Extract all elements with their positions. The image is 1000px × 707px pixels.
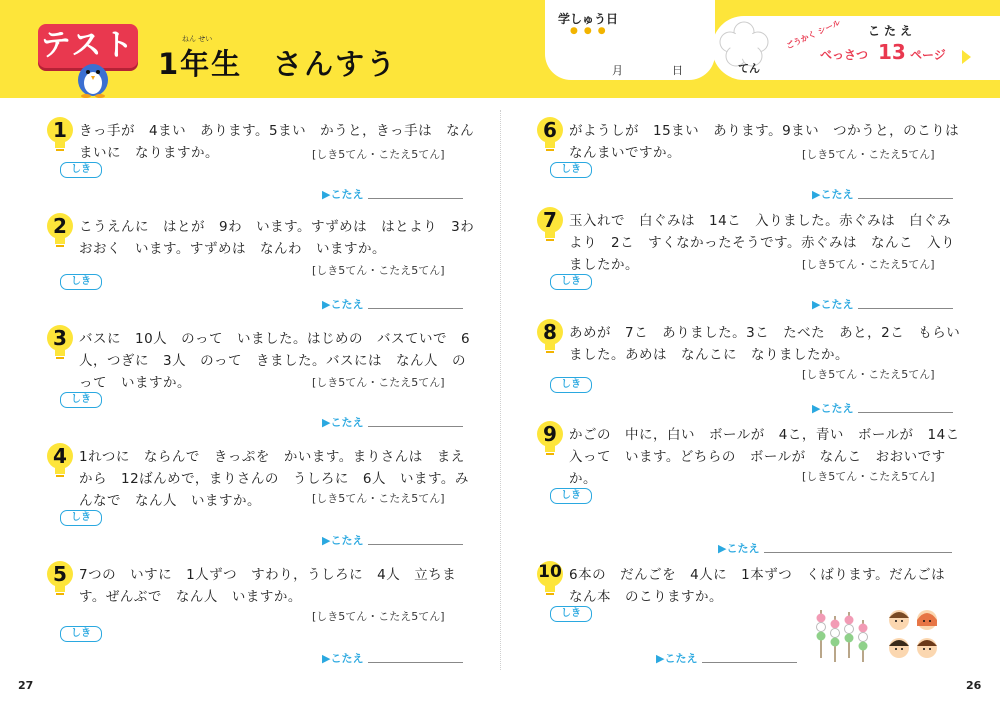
dango-illustration-icon bbox=[815, 608, 880, 663]
shiki-label: しき bbox=[550, 274, 592, 290]
answer-line[interactable] bbox=[368, 544, 463, 545]
question-number: 7 bbox=[543, 208, 557, 232]
points-label: [しき5てん・こたえ5てん] bbox=[312, 610, 445, 623]
date-dots: ●●● bbox=[570, 26, 612, 36]
points-label: [しき5てん・こたえ5てん] bbox=[802, 148, 935, 161]
month-label: 月 bbox=[612, 64, 623, 77]
question-text: こうえんに はとが 9わ います。すずめは はとより 3わ おおく います。すずめは なんわ いますか。 bbox=[79, 219, 489, 257]
answer-line[interactable] bbox=[702, 662, 797, 663]
kotae-label: ▶こたえ bbox=[812, 188, 854, 201]
pass-sticker-label: ごうかく シール bbox=[784, 18, 842, 51]
penguin-mascot-icon bbox=[72, 52, 114, 98]
kotae-label: ▶こたえ bbox=[322, 188, 364, 201]
points-label: [しき5てん・こたえ5てん] bbox=[802, 258, 935, 271]
question-text: バスに 10人 のって いました。はじめの バスていで 6人，つぎに 3人 のって きました。バスには なん人 のって いますか。 bbox=[79, 331, 471, 391]
question-number: 1 bbox=[53, 118, 67, 142]
question-number: 10 bbox=[538, 562, 562, 582]
kotae-label: ▶こたえ bbox=[812, 298, 854, 311]
arrow-right-icon bbox=[962, 50, 971, 64]
kotae-label: ▶こたえ bbox=[718, 542, 760, 555]
page-number-right: 26 bbox=[966, 679, 982, 692]
points-label: [しき5てん・こたえ5てん] bbox=[802, 368, 935, 381]
answer-line[interactable] bbox=[368, 662, 463, 663]
question-text: 玉入れで 白ぐみは 14こ 入りました。赤ぐみは 白ぐみより 2こ すくなかったそうです。赤ぐみは なんこ 入りましたか。 bbox=[569, 213, 956, 273]
question-number: 9 bbox=[543, 422, 557, 446]
answer-line[interactable] bbox=[858, 308, 953, 309]
shiki-label: しき bbox=[60, 392, 102, 408]
day-label: 日 bbox=[672, 64, 683, 77]
answer-line[interactable] bbox=[764, 552, 952, 553]
answer-ref-page: 13 bbox=[878, 40, 906, 64]
question-number: 4 bbox=[53, 444, 67, 468]
shiki-label: しき bbox=[550, 606, 592, 622]
answer-ref-suffix: ページ bbox=[910, 48, 946, 62]
score-unit-label: てん bbox=[738, 62, 760, 75]
page-title: 1年生 さんすう bbox=[158, 47, 398, 81]
question-text: 6本の だんごを 4人に 1本ずつ くばります。だんごは なん本 のこりますか。 bbox=[569, 567, 960, 605]
answer-line[interactable] bbox=[858, 412, 953, 413]
study-date-label: 学しゅう日 bbox=[558, 12, 619, 26]
question-text: がようしが 15まい あります。9まい つかうと，のこりは なんまいですか。 bbox=[569, 123, 974, 161]
kotae-label: ▶こたえ bbox=[812, 402, 854, 415]
answer-line[interactable] bbox=[368, 308, 463, 309]
kotae-label: ▶こたえ bbox=[322, 652, 364, 665]
question-text: あめが 7こ ありました。3こ たべた あと，2こ もらいました。あめは なんこに なりましたか。 bbox=[569, 325, 961, 363]
kotae-label: ▶こたえ bbox=[656, 652, 698, 665]
question-text: 7つの いすに 1人ずつ すわり，うしろに 4人 立ちます。ぜんぶで なん人 いますか。 bbox=[79, 567, 457, 605]
question-text: かごの 中に，白い ボールが 4こ，青い ボールが 14こ 入って います。どちらの ボールが なんこ おおいですか。 bbox=[569, 427, 974, 487]
answer-ref-prefix: べっさつ bbox=[820, 48, 869, 62]
answer-line[interactable] bbox=[368, 426, 463, 427]
question-text: きっ手が 4まい あります。5まい かうと，きっ手は なんまいに なりますか。 bbox=[79, 123, 475, 161]
question-number: 3 bbox=[53, 326, 67, 350]
shiki-label: しき bbox=[60, 274, 102, 290]
kotae-label: ▶こたえ bbox=[322, 416, 364, 429]
shiki-label: しき bbox=[60, 162, 102, 178]
page-divider bbox=[500, 110, 501, 670]
question-number: 6 bbox=[543, 118, 557, 142]
test-badge: テスト bbox=[38, 24, 138, 68]
kids-illustration-icon bbox=[885, 608, 945, 664]
answer-heading: こたえ bbox=[868, 24, 917, 38]
kotae-label: ▶こたえ bbox=[322, 534, 364, 547]
points-label: [しき5てん・こたえ5てん] bbox=[312, 376, 445, 389]
points-label: [しき5てん・こたえ5てん] bbox=[802, 470, 935, 483]
shiki-label: しき bbox=[550, 488, 592, 504]
answer-line[interactable] bbox=[368, 198, 463, 199]
question-number: 5 bbox=[53, 562, 67, 586]
points-label: [しき5てん・こたえ5てん] bbox=[312, 148, 445, 161]
title-ruby: ねん せい bbox=[182, 35, 213, 43]
shiki-label: しき bbox=[60, 626, 102, 642]
shiki-label: しき bbox=[550, 377, 592, 393]
kotae-label: ▶こたえ bbox=[322, 298, 364, 311]
points-label: [しき5てん・こたえ5てん] bbox=[312, 492, 445, 505]
question-text: 1れつに ならんで きっぷを かいます。まりさんは まえから 12ばんめで，まりさんの うしろに 6人 います。みんなで なん人 いますか。 bbox=[79, 449, 469, 509]
page-number-left: 27 bbox=[18, 679, 34, 692]
points-label: [しき5てん・こたえ5てん] bbox=[312, 264, 445, 277]
answer-line[interactable] bbox=[858, 198, 953, 199]
question-number: 8 bbox=[543, 320, 557, 344]
shiki-label: しき bbox=[550, 162, 592, 178]
question-number: 2 bbox=[53, 214, 67, 238]
shiki-label: しき bbox=[60, 510, 102, 526]
